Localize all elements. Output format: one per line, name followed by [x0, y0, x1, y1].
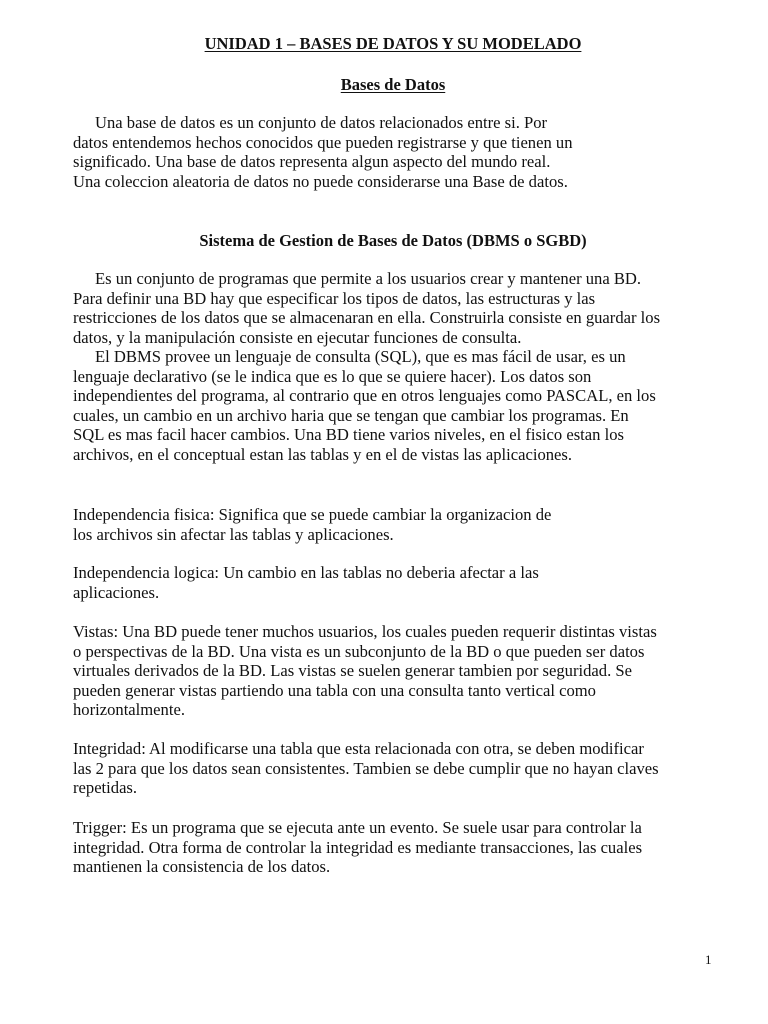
paragraph-line: datos entendemos hechos conocidos que pueden registrarse y que tienen un — [73, 132, 573, 152]
paragraph-line: integridad. Otra forma de controlar la integridad es mediante transacciones, las cuales — [73, 837, 643, 857]
paragraph-line: o perspectivas de la BD. Una vista es un subconjunto de la BD o que pueden ser datos — [73, 641, 645, 661]
section-heading-dbms: Sistema de Gestion de Bases de Datos (DBMS o SGBD) — [199, 231, 587, 250]
paragraph-line: Trigger: Es un programa que se ejecuta ante un evento. Se suele usar para controlar la — [73, 818, 642, 837]
paragraph-line: El DBMS provee un lenguaje de consulta (SQL), que es mas fácil de usar, es un — [95, 347, 626, 366]
paragraph-line: Independencia fisica: Significa que se puede cambiar la organizacion de — [73, 505, 552, 524]
paragraph-line: Es un conjunto de programas que permite a los usuarios crear y mantener una BD. — [95, 269, 642, 288]
paragraph-line: lenguaje declarativo (se le indica que es lo que se quiere hacer). Los datos son — [73, 366, 592, 386]
paragraph-line: restricciones de los datos que se almacenaran en ella. Construirla consiste en guardar los — [73, 308, 661, 327]
paragraph-line: independientes del programa, al contrario que en otros lenguajes como PASCAL, en los — [73, 386, 656, 405]
paragraph-line: virtuales derivados de la BD. Las vistas se suelen generar tambien por seguridad. Se — [73, 661, 632, 680]
paragraph-line: datos, y la manipulación consiste en ejecutar funciones de consulta. — [73, 327, 522, 347]
paragraph-line: Una base de datos es un conjunto de datos relacionados entre si. Por — [95, 113, 548, 132]
paragraph-definicion-bd — [73, 113, 723, 191]
paragraph-line: SQL es mas facil hacer cambios. Una BD tiene varios niveles, en el fisico estan los — [73, 425, 624, 444]
paragraph-line: aplicaciones. — [73, 582, 160, 602]
paragraph-line: pueden generar vistas partiendo una tabla con una consulta tanto vertical como — [73, 680, 596, 700]
paragraph-trigger — [73, 818, 723, 877]
paragraph-line: significado. Una base de datos representa algun aspecto del mundo real. — [73, 152, 551, 171]
paragraph-line: horizontalmente. — [73, 700, 185, 719]
paragraph-independencia-fisica — [73, 505, 723, 544]
document-title: UNIDAD 1 – BASES DE DATOS Y SU MODELADO — [204, 34, 582, 53]
paragraph-dbms-sql — [73, 347, 723, 464]
paragraph-line: Para definir una BD hay que especificar los tipos de datos, las estructuras y las — [73, 288, 596, 308]
paragraph-line: mantienen la consistencia de los datos. — [73, 857, 331, 876]
paragraph-line: los archivos sin afectar las tablas y aplicaciones. — [73, 524, 394, 544]
paragraph-line: repetidas. — [73, 778, 138, 797]
page-number: 1 — [705, 952, 712, 967]
paragraph-line: las 2 para que los datos sean consistentes. Tambien se debe cumplir que no hayan claves — [73, 758, 659, 778]
paragraph-line: Una coleccion aleatoria de datos no puede considerarse una Base de datos. — [73, 171, 568, 191]
paragraph-line: cuales, un cambio en un archivo haria que se tengan que cambiar los programas. En — [73, 405, 629, 425]
paragraph-vistas — [73, 622, 723, 720]
paragraph-line: Integridad: Al modificarse una tabla que esta relacionada con otra, se deben modificar — [73, 739, 644, 758]
paragraph-dbms-definicion — [73, 269, 723, 347]
paragraph-integridad — [73, 739, 723, 798]
paragraph-line: Vistas: Una BD puede tener muchos usuarios, los cuales pueden requerir distintas vistas — [73, 622, 657, 641]
paragraph-line: Independencia logica: Un cambio en las tablas no deberia afectar a las — [73, 563, 539, 582]
paragraph-independencia-logica — [73, 563, 723, 602]
section-heading-bases-de-datos: Bases de Datos — [340, 75, 446, 94]
paragraph-line: archivos, en el conceptual estan las tablas y en el de vistas las aplicaciones. — [73, 444, 573, 464]
